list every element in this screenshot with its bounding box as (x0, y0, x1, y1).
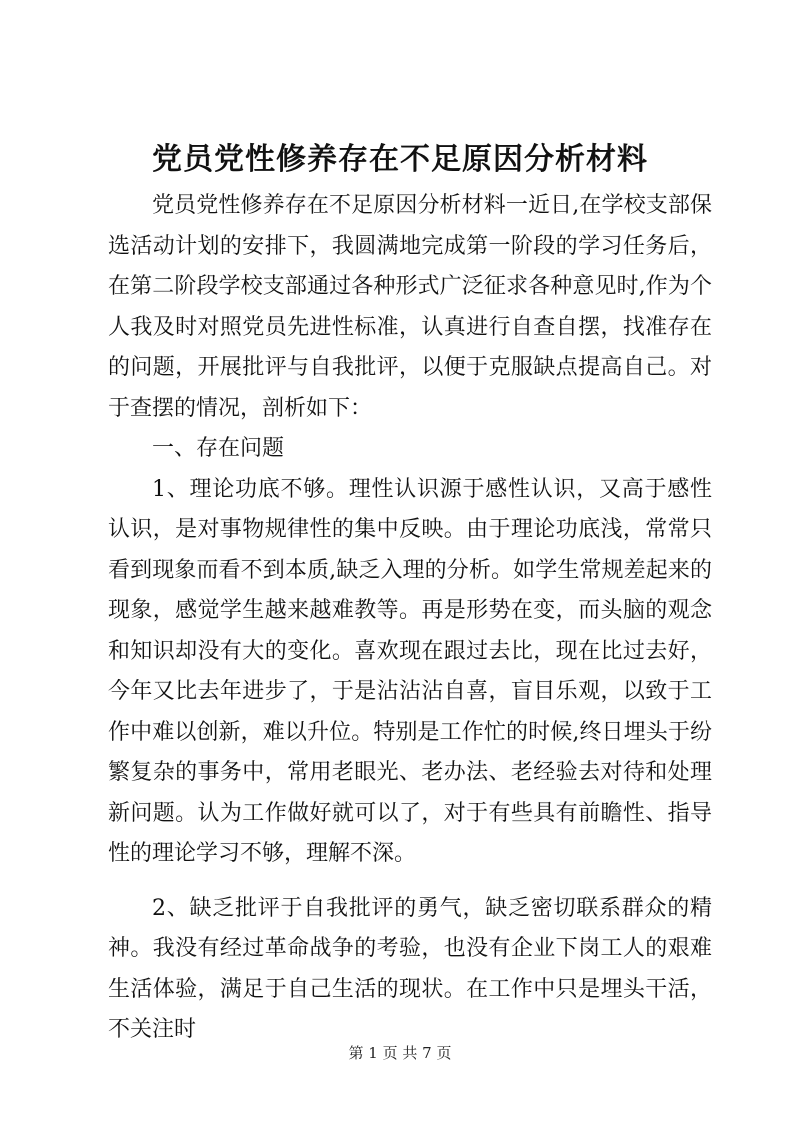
paragraph-intro: 党员党性修养存在不足原因分析材料一近日,在学校支部保选活动计划的安排下，我圆满地完成第一阶段的学习任务后，在第二阶段学校支部通过各种形式广泛征求各种意见时,作为个人我及时对照党员先进性标准，认真进行自查自摆，找准存在的问题，开展批评与自我批评，以便于克服缺点提高自己。对于查摆的情况，剖析如下： (108, 193, 712, 421)
page-number: 第 1 页 共 7 页 (348, 1044, 452, 1062)
document-title: 党员党性修养存在不足原因分析材料 (152, 142, 648, 177)
paragraph-problem-1: 1、理论功底不够。理性认识源于感性认识，又高于感性认识，是对事物规律性的集中反映。由于理论功底浅，常常只看到现象而看不到本质,缺乏入理的分析。如学生常规差起来的现象，感觉学生越来越难教等。再是形势在变，而头脑的观念和知识却没有大的变化。喜欢现在跟过去比，现在比过去好，今年又比去年进步了，于是沾沾沾自喜，盲目乐观，以致于工作中难以创新，难以升位。特别是工作忙的时候,终日埋头于纷繁复杂的事务中，常用老眼光、老办法、老经验去对待和处理新问题。认为工作做好就可以了，对于有些具有前瞻性、指导性的理论学习不够，理解不深。 (108, 476, 712, 866)
section-heading-existing-problems: 一、存在问题 (152, 436, 285, 461)
document-body (108, 186, 712, 1051)
paragraph-problem-2: 2、缺乏批评于自我批评的勇气，缺乏密切联系群众的精神。我没有经过革命战争的考验，也没有企业下岗工人的艰难生活体验，满足于自己生活的现状。在工作中只是埋头干活，不关注时 (108, 895, 712, 1042)
